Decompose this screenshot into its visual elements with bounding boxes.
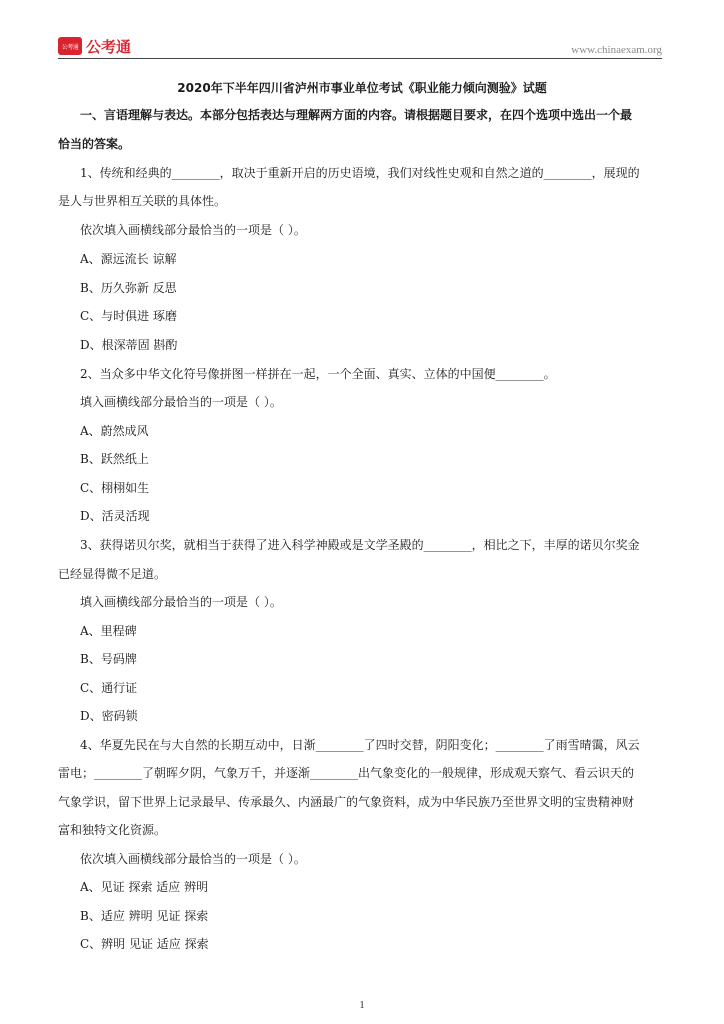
question-2-option-d: D、活灵活现: [80, 509, 150, 523]
question-4-line1: 4、华夏先民在与大自然的长期互动中，日渐________了四时交替，阴阳变化；________了雨雪晴霭，风云: [80, 738, 640, 752]
question-2-option-a: A、蔚然成风: [80, 424, 149, 438]
site-url: www.chinaexam.org: [571, 44, 662, 56]
question-4-line2: 雷电；________了朝晖夕阴，气象万千，并逐渐________出气象变化的一般规律，形成观天察气、看云识天的: [58, 766, 635, 780]
question-1-prompt: 依次填入画横线部分最恰当的一项是（ ）。: [80, 223, 306, 237]
question-2-option-c: C、栩栩如生: [80, 481, 150, 495]
question-4-option-b: B、适应 辨明 见证 探索: [80, 909, 209, 923]
page-number: 1: [359, 1000, 365, 1011]
question-4-line3: 气象学识，留下世界上记录最早、传承最久、内涵最广的气象资料，成为中华民族乃至世界文明的宝贵精神财: [58, 795, 635, 809]
question-1-line1: 1、传统和经典的________，取决于重新开启的历史语境，我们对线性史观和自然之道的________，展现的: [80, 166, 640, 180]
question-1-option-c: C、与时俱进 琢磨: [80, 309, 177, 323]
question-3-line1: 3、获得诺贝尔奖，就相当于获得了进入科学神殿或是文学圣殿的________，相比之下，丰厚的诺贝尔奖金: [80, 538, 640, 552]
section-heading-line1: 一、言语理解与表达。本部分包括表达与理解两方面的内容。请根据题目要求，在四个选项中选出一个最: [80, 108, 633, 122]
question-2-line1: 2、当众多中华文化符号像拼图一样拼在一起，一个全面、真实、立体的中国便________。: [80, 367, 556, 381]
question-3-option-d: D、密码锁: [80, 709, 138, 723]
logo-badge: 公考通: [58, 37, 82, 55]
document-title: 2020年下半年四川省泸州市事业单位考试《职业能力倾向测验》试题: [177, 81, 547, 95]
page-header: [58, 34, 662, 58]
question-3-option-c: C、通行证: [80, 681, 138, 695]
question-3-option-a: A、里程碑: [80, 624, 137, 638]
question-4-option-a: A、见证 探索 适应 辨明: [80, 880, 209, 894]
logo-text: 公考通: [86, 37, 132, 56]
question-4-line4: 富和独特文化资源。: [58, 823, 167, 837]
question-1-option-d: D、根深蒂固 斟酌: [80, 338, 178, 352]
question-3-line2: 已经显得微不足道。: [58, 567, 167, 581]
question-2-prompt: 填入画横线部分最恰当的一项是（ ）。: [80, 395, 282, 409]
question-2-option-b: B、跃然纸上: [80, 452, 149, 466]
question-3-prompt: 填入画横线部分最恰当的一项是（ ）。: [80, 595, 282, 609]
header-divider: [58, 58, 662, 59]
logo: [58, 34, 131, 58]
question-4-prompt: 依次填入画横线部分最恰当的一项是（ ）。: [80, 852, 306, 866]
question-4-option-c: C、辨明 见证 适应 探索: [80, 937, 209, 951]
question-3-option-b: B、号码牌: [80, 652, 137, 666]
question-1-option-a: A、源远流长 谅解: [80, 252, 177, 266]
question-1-line2: 是人与世界相互关联的具体性。: [58, 194, 227, 208]
section-heading-line2: 恰当的答案。: [58, 137, 131, 151]
question-1-option-b: B、历久弥新 反思: [80, 281, 177, 295]
